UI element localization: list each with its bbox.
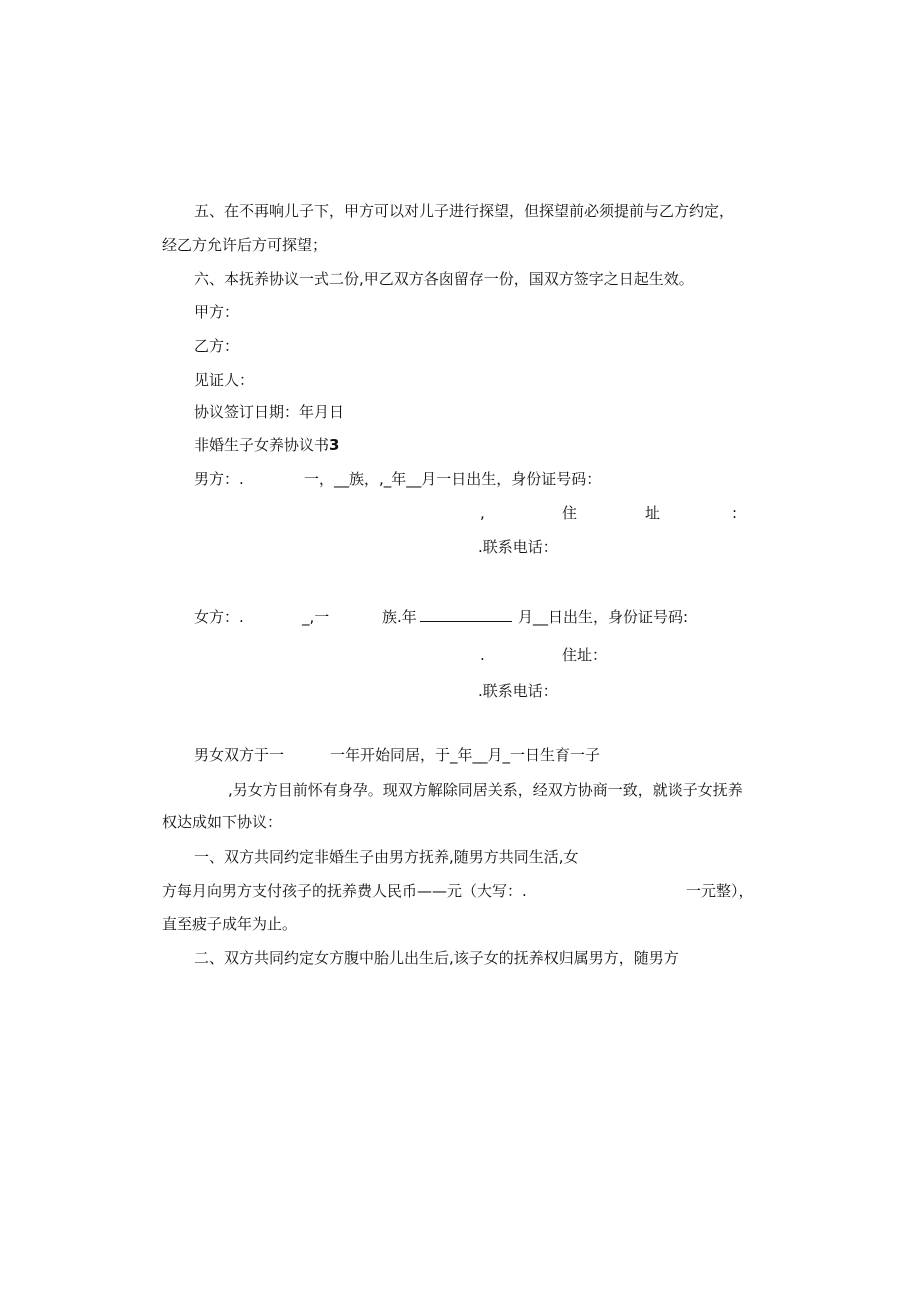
witness-label: 见证人： <box>194 371 255 389</box>
pregnancy-line: ,另女方目前怀有身孕。现双方解除同居关系，经双方协商一致，就谈子女抚养 <box>228 781 743 799</box>
clause-five-line1: 五、在不再响儿子下，甲方可以对儿子进行探望，但探望前必须提前与乙方约定， <box>194 202 735 220</box>
male-birth-line: 一，__族，,_年__月一日出生，身份证号码： <box>304 470 602 488</box>
male-addr-zhu: 住 <box>562 504 578 522</box>
female-part1: _,一 <box>302 608 330 626</box>
article-one-line2b: 一元整）， <box>686 882 754 900</box>
female-label: 女方：. <box>194 608 244 626</box>
female-year-blank <box>420 607 512 627</box>
party-b-label: 乙方： <box>194 337 240 355</box>
male-addr-zhi: 址 <box>645 504 661 522</box>
clause-five-line2: 经乙方允许后方可探望； <box>162 236 328 254</box>
section-heading <box>194 435 339 455</box>
male-label: 男方：. <box>194 470 244 488</box>
cohab-line-b: 一年开始同居，于_年__月_一日生育一子 <box>330 746 601 764</box>
cohab-line-a: 男女双方于一 <box>194 746 285 764</box>
article-two-line1: 二、双方共同约定女方腹中胎儿出生后,该子女的抚养权归属男方，随男方 <box>194 949 679 967</box>
party-a-label: 甲方： <box>194 303 240 321</box>
pregnancy-line2: 权达成如下协议： <box>162 813 283 831</box>
section-heading-number: 3 <box>329 436 340 454</box>
male-phone: .联系电话： <box>478 538 558 556</box>
female-part3: 月__日出生，身份证号码: <box>518 608 689 626</box>
female-part2: 族.年 <box>382 608 417 626</box>
male-addr-comma: , <box>480 504 485 522</box>
clause-six: 六、本抚养协议一式二份,甲乙双方各囱留存一份，国双方签字之日起生效。 <box>194 270 694 288</box>
male-addr-colon: : <box>732 504 738 522</box>
female-addr: 住址： <box>562 646 608 664</box>
article-one-line1: 一、双方共同约定非婚生子由男方抚养,随男方共同生活,女 <box>194 848 579 866</box>
female-phone: .联系电话： <box>478 682 558 700</box>
sign-date: 协议签订日期：年月日 <box>194 403 345 421</box>
article-one-line2a: 方每月向男方支付孩子的抚养费人民币——元（大写：. <box>162 882 527 900</box>
article-one-line3: 直至疲子成年为止。 <box>162 915 298 933</box>
female-addr-dot: . <box>480 646 485 664</box>
section-heading-text: 非婚生子女养协议书 <box>194 436 330 454</box>
